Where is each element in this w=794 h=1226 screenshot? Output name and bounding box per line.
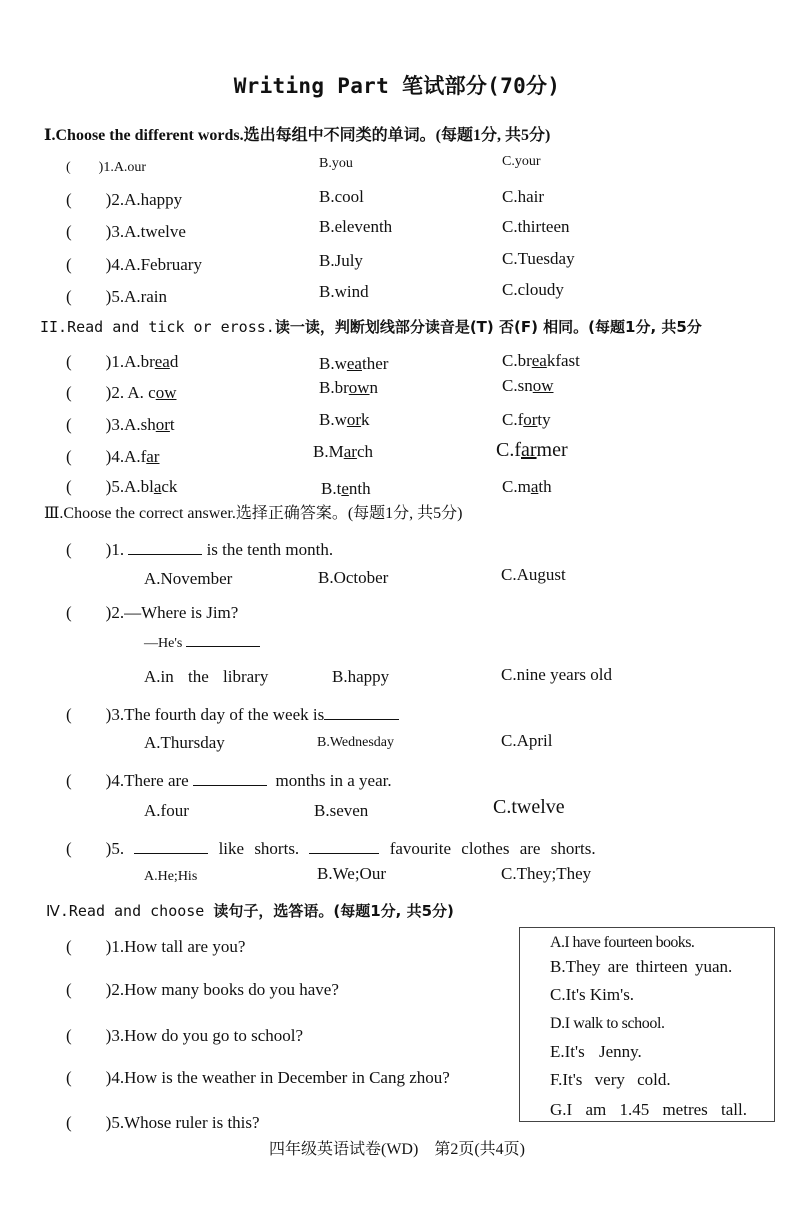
s2-q5-c: C.math bbox=[502, 477, 552, 496]
s3-q1: ( )1. is the tenth month. bbox=[66, 540, 334, 559]
s4-answer-b: B.They are thirteen yuan. bbox=[550, 957, 733, 976]
s2-q1-a: ( )1.A.bread bbox=[66, 352, 179, 371]
s4-answer-d: D.I walk to school. bbox=[550, 1015, 665, 1032]
s3-q2: ( )2.—Where is Jim? bbox=[66, 603, 239, 622]
s2-q1-c: C.breakfast bbox=[502, 351, 580, 370]
s3-q4: ( )4.There are months in a year. bbox=[66, 771, 392, 790]
s3-q4-b: B.seven bbox=[314, 801, 369, 820]
page-footer: 四年级英语试卷(WD) 第2页(共4页) bbox=[269, 1141, 525, 1158]
s1-q1-b: B.you bbox=[319, 156, 353, 171]
s1-q3: ( )3.A.twelve bbox=[66, 222, 186, 241]
s2-q5-a: ( )5.A.black bbox=[66, 477, 178, 496]
s4-q2: ( )2.How many books do you have? bbox=[66, 980, 339, 999]
section-4-header: Ⅳ.Read and choose 读句子，选答语。(每题1分, 共5分) bbox=[46, 902, 454, 920]
s3-q3: ( )3.The fourth day of the week is bbox=[66, 700, 399, 725]
s4-answer-g: G.I am 1.45 metres tall. bbox=[550, 1100, 747, 1119]
s1-q4-b: B.July bbox=[319, 251, 363, 270]
page-title: Writing Part 笔试部分(70分) bbox=[233, 74, 561, 98]
section-3-header: Ⅲ.Choose the correct answer.选择正确答案。(每题1分, 共5分) bbox=[44, 505, 463, 522]
s1-q3-b: B.eleventh bbox=[319, 217, 393, 236]
s2-q4-a: ( )4.A.far bbox=[66, 447, 160, 466]
s3-q2-a: A.in the library bbox=[144, 667, 269, 686]
s4-q4: ( )4.How is the weather in December in Cang zhou? bbox=[66, 1068, 450, 1087]
s1-q5-b: B.wind bbox=[319, 282, 369, 301]
s2-q2-a: ( )2. A. cow bbox=[66, 383, 177, 402]
s1-q2-b: B.cool bbox=[319, 187, 364, 206]
s3-q5-a: A.He;His bbox=[144, 869, 198, 884]
s2-q1-b: B.weather bbox=[319, 354, 389, 373]
s2-q4-b: B.March bbox=[313, 442, 373, 461]
s2-q3-c: C.forty bbox=[502, 410, 551, 429]
s2-q2-c: C.snow bbox=[502, 376, 554, 395]
s1-q4-c: C.Tuesday bbox=[502, 249, 575, 268]
s4-answer-a: A.I have fourteen books. bbox=[550, 934, 695, 951]
s2-q3-a: ( )3.A.short bbox=[66, 415, 175, 434]
s3-q5-c: C.They;They bbox=[501, 864, 592, 883]
s4-q5: ( )5.Whose ruler is this? bbox=[66, 1113, 260, 1132]
s3-q1-b: B.October bbox=[318, 568, 389, 587]
s2-q3-b: B.work bbox=[319, 410, 370, 429]
s3-q2-b: B.happy bbox=[332, 667, 390, 686]
s2-q4-c: C.farmer bbox=[496, 439, 568, 461]
s1-q1: ( )1.A.our bbox=[66, 160, 147, 175]
s4-answer-f: F.It's very cold. bbox=[550, 1070, 671, 1089]
s3-q2-c: C.nine years old bbox=[501, 665, 612, 684]
section-2-header: II.Read and tick or eross.读一读，判断划线部分读音是(T) 否(F) 相同。(每题1分, 共5分 bbox=[40, 318, 702, 336]
s3-q4-a: A.four bbox=[144, 801, 189, 820]
s1-q2: ( )2.A.happy bbox=[66, 190, 183, 209]
s3-q1-c: C.August bbox=[501, 565, 566, 584]
s3-q3-a: A.Thursday bbox=[144, 733, 225, 752]
s4-q3: ( )3.How do you go to school? bbox=[66, 1026, 304, 1045]
s1-q2-c: C.hair bbox=[502, 187, 545, 206]
section-1-header: Ⅰ.Choose the different words.选出每组中不同类的单词。(每题1分, 共5分) bbox=[44, 127, 551, 144]
s2-q2-b: B.brown bbox=[319, 378, 379, 397]
s1-q3-c: C.thirteen bbox=[502, 217, 570, 236]
s1-q1-c: C.your bbox=[502, 154, 541, 169]
s3-q4-c: C.twelve bbox=[493, 796, 565, 818]
s1-q5: ( )5.A.rain bbox=[66, 287, 168, 306]
s4-answer-c: C.It's Kim's. bbox=[550, 985, 635, 1004]
s4-q1: ( )1.How tall are you? bbox=[66, 937, 246, 956]
s3-q2-sub: —He's bbox=[144, 636, 260, 652]
s1-q5-c: C.cloudy bbox=[502, 280, 564, 299]
s4-answer-e: E.It's Jenny. bbox=[550, 1042, 642, 1061]
s3-q3-c: C.April bbox=[501, 731, 553, 750]
s1-q4: ( )4.A.February bbox=[66, 255, 202, 274]
s3-q3-b: B.Wednesday bbox=[317, 735, 395, 750]
s2-q5-b: B.tenth bbox=[321, 479, 371, 498]
s3-q5-b: B.We;Our bbox=[317, 864, 386, 883]
s3-q1-a: A.November bbox=[144, 569, 233, 588]
s3-q5: ( )5. like shorts. favourite clothes are shorts. bbox=[66, 839, 596, 858]
